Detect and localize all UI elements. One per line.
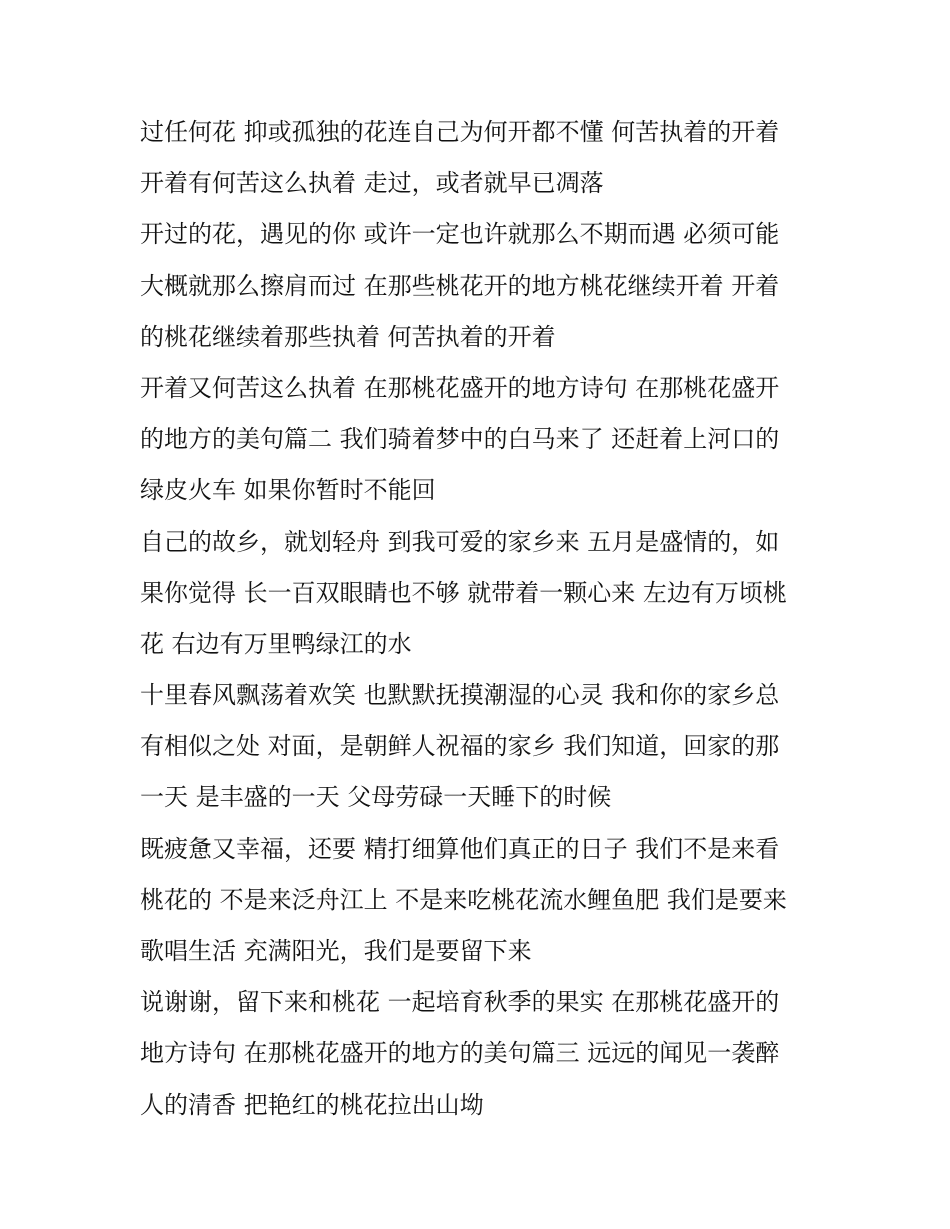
text-line: 自己的故乡，就划轻舟 到我可爱的家乡来 五月是盛情的，如 [140, 527, 780, 556]
text-line: 绿皮火车 如果你暂时不能回 [140, 476, 436, 505]
text-line: 说谢谢，留下来和桃花 一起培育秋季的果实 在那桃花盛开的 [140, 988, 780, 1017]
document-page [140, 107, 820, 1131]
text-line: 的桃花继续着那些执着 何苦执着的开着 [140, 322, 556, 351]
text-line: 开过的花，遇见的你 或许一定也许就那么不期而遇 必须可能 [140, 220, 780, 249]
text-line: 桃花的 不是来泛舟江上 不是来吃桃花流水鲤鱼肥 我们是要来 [140, 885, 787, 914]
text-line: 十里春风飘荡着欢笑 也默默抚摸潮湿的心灵 我和你的家乡总 [140, 681, 780, 710]
text-line: 有相似之处 对面，是朝鲜人祝福的家乡 我们知道，回家的那 [140, 732, 780, 761]
text-line: 歌唱生活 充满阳光，我们是要留下来 [140, 937, 532, 965]
text-line: 大概就那么擦肩而过 在那些桃花开的地方桃花继续开着 开着 [140, 271, 780, 300]
text-line: 开着又何苦这么执着 在那桃花盛开的地方诗句 在那桃花盛开 [140, 373, 780, 402]
text-line: 的地方的美句篇二 我们骑着梦中的白马来了 还赶着上河口的 [140, 425, 780, 454]
text-line: 一天 是丰盛的一天 父母劳碌一天睡下的时候 [140, 783, 612, 812]
text-line: 开着有何苦这么执着 走过，或者就早已凋落 [140, 169, 604, 198]
text-line: 果你觉得 长一百双眼睛也不够 就带着一颗心来 左边有万顷桃 [140, 578, 787, 607]
text-line: 既疲惫又幸福，还要 精打细算他们真正的日子 我们不是来看 [140, 834, 780, 863]
text-line: 人的清香 把艳红的桃花拉出山坳 [140, 1090, 484, 1119]
text-line: 花 右边有万里鸭绿江的水 [140, 629, 412, 658]
text-line: 地方诗句 在那桃花盛开的地方的美句篇三 远远的闻见一袭醉 [140, 1039, 780, 1068]
text-line: 过任何花 抑或孤独的花连自己为何开都不懂 何苦执着的开着 [140, 118, 780, 146]
